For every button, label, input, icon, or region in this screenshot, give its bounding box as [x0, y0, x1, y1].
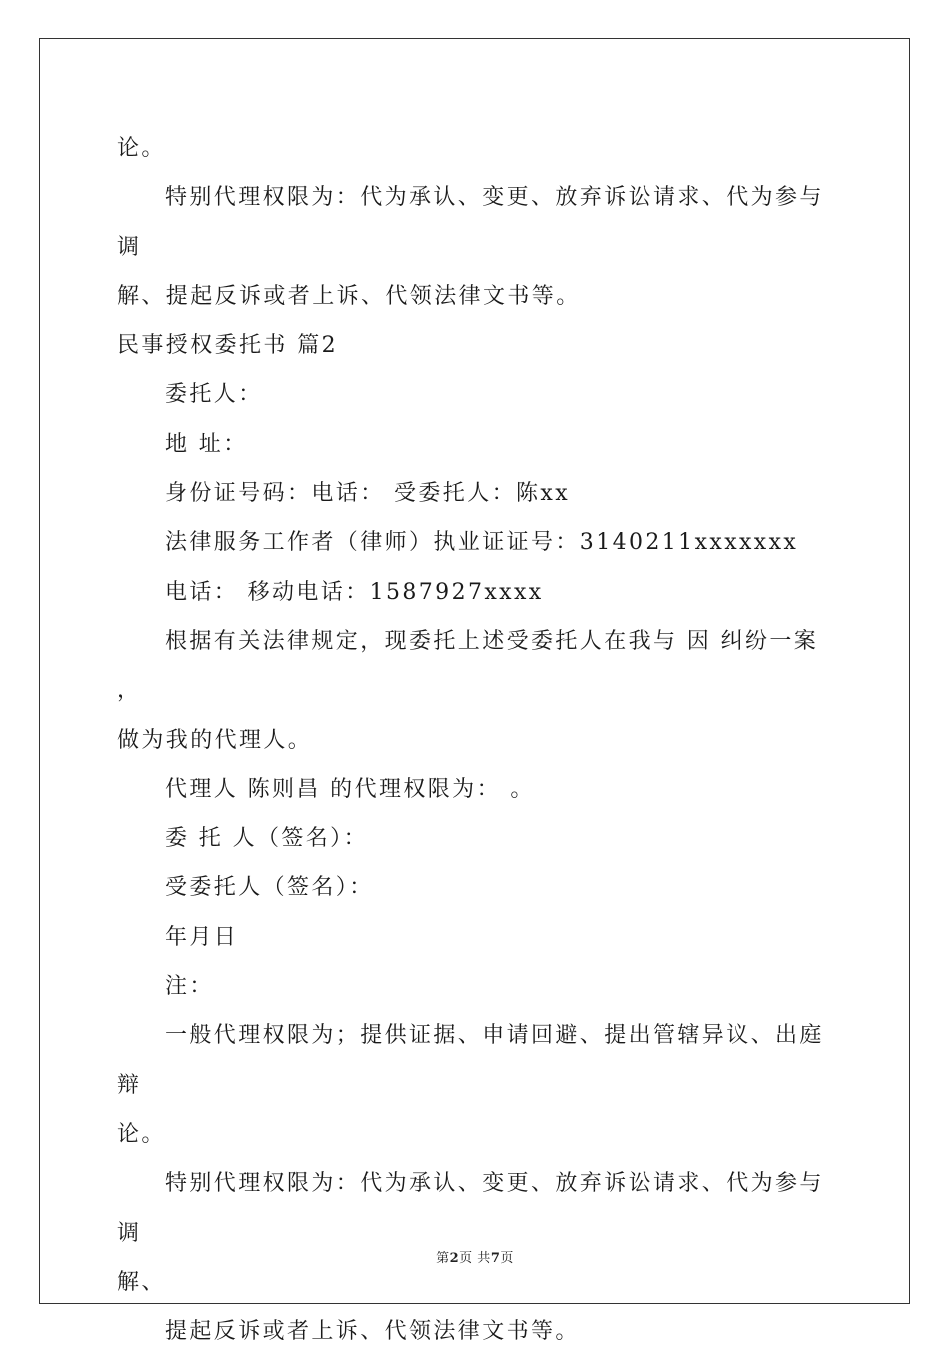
document-body [117, 124, 837, 1356]
text-line: 代理人 陈则昌 的代理权限为： 。 [165, 776, 535, 802]
text-line: 提起反诉或者上诉、代领法律文书等。 [165, 1319, 580, 1345]
section-heading: 民事授权委托书 篇2 [117, 333, 338, 359]
text-line: 做为我的代理人。 [117, 727, 313, 753]
text-line: 特别代理权限为：代为承认、变更、放弃诉讼请求、代为参与调 [117, 1171, 824, 1246]
footer-suffix: 页 [500, 1251, 514, 1266]
note-label: 注： [165, 974, 214, 1000]
current-page-number: 2 [449, 1251, 460, 1266]
text-line: 电话： 移动电话：1587927xxxx [165, 579, 544, 605]
footer-mid: 页 共 [459, 1251, 491, 1266]
text-line: 论。 [117, 1121, 166, 1147]
text-line: 特别代理权限为：代为承认、变更、放弃诉讼请求、代为参与调 [117, 185, 824, 260]
text-line: 论。 [117, 136, 166, 161]
text-line: 解、提起反诉或者上诉、代领法律文书等。 [117, 283, 581, 309]
date-line: 年月日 [165, 924, 239, 950]
text-line: 委托人： [165, 382, 263, 408]
text-line: 解、 [117, 1269, 166, 1295]
text-line: 根据有关法律规定，现委托上述受委托人在我与 因 纠纷一案 ， [117, 628, 828, 704]
text-line: 身份证号码：电话： 受委托人：陈xx [165, 481, 571, 507]
signature-line: 委 托 人（签名）： [165, 826, 368, 852]
page-footer [0, 1247, 950, 1266]
text-line: 一般代理权限为；提供证据、申请回避、提出管辖异议、出庭辩 [117, 1023, 824, 1098]
text-line: 地 址： [165, 431, 248, 457]
text-line: 法律服务工作者（律师）执业证证号：3140211xxxxxxx [165, 530, 799, 556]
footer-prefix: 第 [436, 1251, 450, 1266]
total-page-number: 7 [490, 1251, 501, 1266]
signature-line: 受委托人（签名）： [165, 875, 374, 901]
